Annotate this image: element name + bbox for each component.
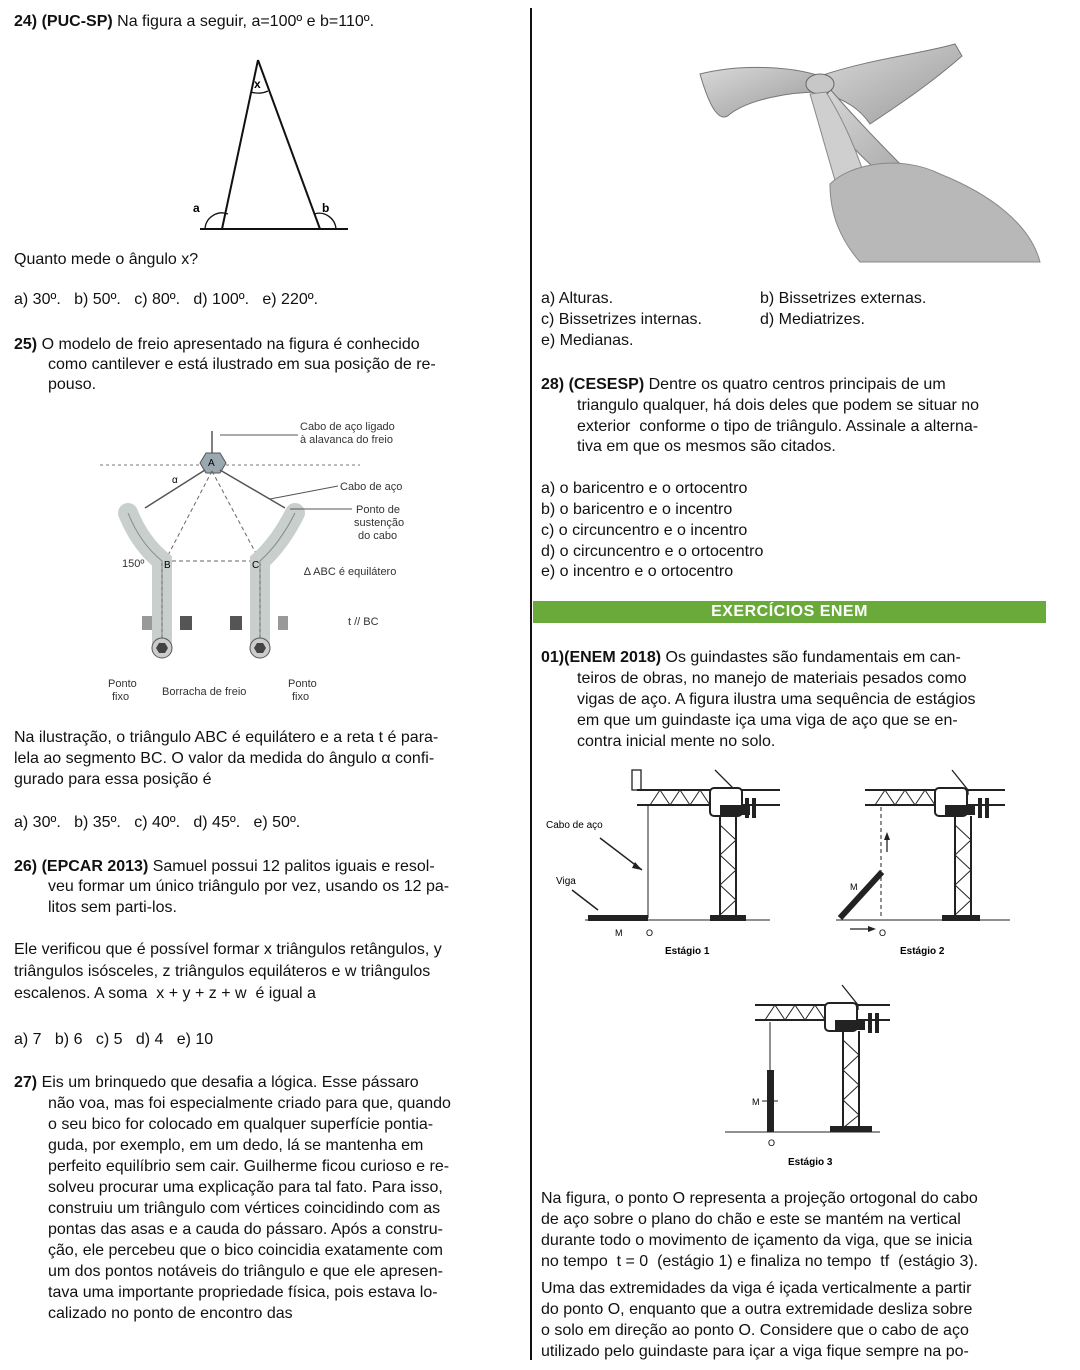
q24-label-a: a xyxy=(193,201,200,215)
q27-line1 xyxy=(14,1073,419,1093)
q25-line1 xyxy=(14,335,420,355)
q27-text-line2: o seu bico for colocado em qualquer superfície pontia- xyxy=(48,1116,434,1133)
q25-label-ponto-fixo-l2: fixo xyxy=(112,691,130,703)
q28-line3: exterior conforme o tipo de triângulo. Assinale a alterna- xyxy=(577,418,979,435)
q25-label-cabo-ligado-1: Cabo de aço ligado xyxy=(300,421,395,433)
q25-label-A: A xyxy=(208,458,215,469)
crane-stage-2 xyxy=(836,770,1010,957)
enem01-after-7: utilizado pelo guindaste para içar a viga fique sempre na po- xyxy=(541,1343,969,1360)
q27-text-line10: tava uma importante propriedade física, pois estava lo- xyxy=(48,1284,438,1301)
q25-pad-left-outer xyxy=(142,616,152,630)
q24-arc-x xyxy=(251,91,268,93)
q24-right-side xyxy=(258,60,320,229)
enem01-label-O3: O xyxy=(768,1138,776,1148)
q27-text-line3: guda, por exemplo, em um dedo, lá se mantenha em xyxy=(48,1137,424,1154)
q28-line4: tiva em que os mesmos são citados. xyxy=(577,438,836,455)
enem01-label-stage1: Estágio 1 xyxy=(665,946,710,957)
enem01-label-O1: O xyxy=(646,928,654,938)
q27-opt-d: d) Mediatrizes. xyxy=(760,311,865,328)
q26-number: 26) xyxy=(14,858,38,875)
q24-header xyxy=(14,12,374,32)
q25-label-ponto-sust-3: do cabo xyxy=(358,530,398,542)
q28-line1 xyxy=(541,375,946,395)
q27-text-line5: solveu procurar uma explicação para tal fato. Para isso, xyxy=(48,1179,443,1196)
enem01-text-line1: Os guindastes são fundamentais em can- xyxy=(665,649,961,666)
q28-option-a: a) o baricentro e o ortocentro xyxy=(541,480,748,497)
q27-number: 27) xyxy=(14,1074,38,1091)
enem01-label-viga: Viga xyxy=(556,876,576,887)
q26-p2-line1: Ele verificou que é possível formar x triângulos retângulos, y xyxy=(14,941,442,958)
q28-number: 28) xyxy=(541,376,565,393)
q25-text-line1: O modelo de freio apresentado na figura é conhecido xyxy=(41,336,420,353)
enem01-line3: vigas de aço. A figura ilustra uma sequência de estágios xyxy=(577,691,976,708)
enem01-line2: teiros de obras, no manejo de materiais pesados como xyxy=(577,670,967,687)
q24-number: 24) xyxy=(14,13,38,30)
q25-label-ponto-sust-2: sustenção xyxy=(354,517,405,529)
q27-bird-figure xyxy=(670,14,1050,264)
enem01-line5: contra inicial mente no solo. xyxy=(577,733,776,750)
q25-after1: Na ilustração, o triângulo ABC é equilátero e a reta t é para- xyxy=(14,729,439,746)
q25-line3: pouso. xyxy=(48,376,97,393)
q27-bird-head xyxy=(806,74,834,94)
enem01-after-5: do ponto O, enquanto que a outra extremidade desliza sobre xyxy=(541,1301,973,1318)
q27-opt-e: e) Medianas. xyxy=(541,332,634,349)
q26-p2-line3: escalenos. A soma x + y + z + w é igual a xyxy=(14,985,316,1002)
enem01-number: 01) xyxy=(541,649,565,666)
q26-line3: litos sem parti-los. xyxy=(48,899,177,916)
enem01-after-1: de aço sobre o plano do chão e este se mantém na vertical xyxy=(541,1211,961,1228)
q27-hand xyxy=(830,163,1040,262)
q26-source: (EPCAR 2013) xyxy=(41,858,149,875)
q28-option-d: d) o circuncentro e o ortocentro xyxy=(541,543,764,560)
enem01-label-O2: O xyxy=(879,928,887,938)
q25-label-cabo-aco: Cabo de aço xyxy=(340,481,403,493)
q25-label-150: 150º xyxy=(122,558,145,570)
q27-text-line1: não voa, mas foi especialmente criado para que, quando xyxy=(48,1095,451,1112)
enem01-label-M3: M xyxy=(752,1097,760,1107)
q27-text-line0: Eis um brinquedo que desafia a lógica. Esse pássaro xyxy=(41,1074,419,1091)
enem01-crane-figure xyxy=(540,760,1040,1180)
q25-label-paralela: t // BC xyxy=(348,616,379,628)
q27-opt-b: b) Bissetrizes externas. xyxy=(760,290,927,307)
q25-line2: como cantilever e está ilustrado em sua posição de re- xyxy=(48,356,436,373)
q25-number: 25) xyxy=(14,336,38,353)
q25-label-B: B xyxy=(164,560,171,571)
q28-option-c: c) o circuncentro e o incentro xyxy=(541,522,748,539)
q27-text-line6: construiu um triângulo com vértices coincidindo com as xyxy=(48,1200,441,1217)
q24-options: a) 30º. b) 50º. c) 80º. d) 100º. e) 220º. xyxy=(14,291,319,308)
q25-label-ponto-sust-1: Ponto de xyxy=(356,504,401,516)
enem01-after-4: Uma das extremidades da viga é içada verticalmente a partir xyxy=(541,1280,972,1297)
q27-text-line9: um dos pontos notáveis do triângulo e que ele apresen- xyxy=(48,1263,443,1280)
crane-stage-3 xyxy=(725,985,890,1168)
enem01-label-stage3: Estágio 3 xyxy=(788,1157,833,1168)
q28-line2: triangulo qualquer, há dois deles que podem se situar no xyxy=(577,397,980,414)
q25-label-ponto-fixo-r1: Ponto xyxy=(288,678,317,690)
q25-options: a) 30º. b) 35º. c) 40º. d) 45º. e) 50º. xyxy=(14,814,301,831)
enem-section-header: EXERCÍCIOS ENEM xyxy=(533,601,1046,623)
enem01-after-3: no tempo t = 0 (estágio 1) e finaliza no tempo tf (estágio 3). xyxy=(541,1253,979,1270)
q25-brake-figure xyxy=(100,413,430,708)
q25-pad-right-outer xyxy=(278,616,288,630)
q24-question: Quanto mede o ângulo x? xyxy=(14,251,199,268)
q28-source: (CESESP) xyxy=(568,376,645,393)
q25-label-C: C xyxy=(252,560,260,571)
q27-text-line11: calizado no ponto de encontro das xyxy=(48,1305,293,1322)
q26-p2-line2: triângulos isósceles, z triângulos equiláteros e w triângulos xyxy=(14,963,431,980)
q27-text-line7: pontas das asas e a cauda do pássaro. Após a constru- xyxy=(48,1221,443,1238)
q25-label-equilatero: ∆ ABC é equilátero xyxy=(304,566,397,578)
crane-stage-1 xyxy=(546,770,780,957)
enem01-label-cabo: Cabo de aço xyxy=(546,820,603,831)
enem01-line1 xyxy=(541,648,961,668)
q25-label-ponto-fixo-r2: fixo xyxy=(292,691,310,703)
enem01-after-6: o solo em direção ao ponto O. Considere que o cabo de aço xyxy=(541,1322,969,1339)
q26-line2: veu formar um único triângulo por vez, usando os 12 pa- xyxy=(48,878,450,895)
enem01-after-2: durante todo o movimento de içamento da viga, que se inicia xyxy=(541,1232,973,1249)
enem01-after-0: Na figura, o ponto O representa a projeção ortogonal do cabo xyxy=(541,1190,978,1207)
q25-after3: gurado para essa posição é xyxy=(14,771,212,788)
q24-triangle-figure xyxy=(180,52,360,232)
enem01-line4: em que um guindaste iça uma viga de aço que se en- xyxy=(577,712,958,729)
q25-label-cabo-ligado-2: à alavanca do freio xyxy=(300,434,393,446)
q27-text-line8: ção, ele percebeu que o bico coincidia exatamente com xyxy=(48,1242,443,1259)
q27-opt-c: c) Bissetrizes internas. xyxy=(541,311,702,328)
enem01-label-M1: M xyxy=(615,928,623,938)
q27-text-line4: perfeito equilíbrio sem cair. Guilherme ficou curioso e re- xyxy=(48,1158,450,1175)
q25-label-borracha: Borracha de freio xyxy=(162,686,247,698)
q28-text-line1: Dentre os quatro centros principais de um xyxy=(648,376,946,393)
enem01-label-M2: M xyxy=(850,882,858,892)
enem01-label-stage2: Estágio 2 xyxy=(900,946,945,957)
q27-opt-a: a) Alturas. xyxy=(541,290,614,307)
q25-label-ponto-fixo-l1: Ponto xyxy=(108,678,137,690)
q25-label-alpha: α xyxy=(172,475,178,486)
q26-options: a) 7 b) 6 c) 5 d) 4 e) 10 xyxy=(14,1031,214,1048)
q24-left-side xyxy=(222,60,258,229)
q25-after2: lela ao segmento BC. O valor da medida do ângulo α confi- xyxy=(14,750,435,767)
q27-bird-left-wing xyxy=(700,67,820,117)
q25-pad-left xyxy=(180,616,192,630)
q24-label-x: x xyxy=(254,77,261,91)
column-divider xyxy=(530,8,532,1360)
q28-option-e: e) o incentro e o ortocentro xyxy=(541,563,734,580)
q24-stem: Na figura a seguir, a=100º e b=110º. xyxy=(117,13,375,30)
q28-option-b: b) o baricentro e o incentro xyxy=(541,501,733,518)
q24-source: (PUC-SP) xyxy=(41,13,113,30)
q25-pad-right xyxy=(230,616,242,630)
q26-line1 xyxy=(14,857,435,877)
enem01-source: (ENEM 2018) xyxy=(564,649,662,666)
q26-text-line1: Samuel possui 12 palitos iguais e resol- xyxy=(152,858,435,875)
q24-label-b: b xyxy=(322,201,330,215)
